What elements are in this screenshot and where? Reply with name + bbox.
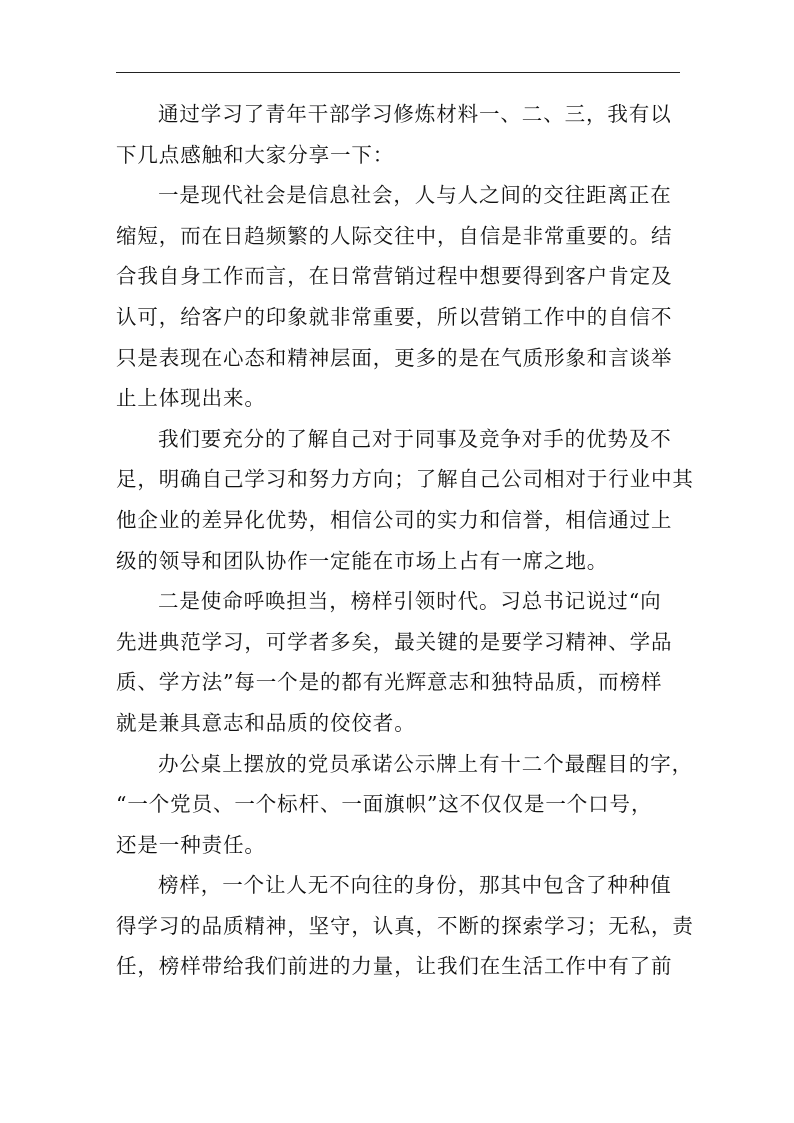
text-line: 足，明确自己学习和努力方向；了解自己公司相对于行业中其 [116, 467, 694, 492]
text-line: 他企业的差异化优势，相信公司的实力和信誉，相信通过上 [116, 507, 673, 532]
paragraph-3 [116, 419, 694, 581]
text-line: 我们要充分的了解自己对于同事及竞争对手的优势及不 [158, 426, 672, 451]
text-line: 还是一种责任。 [116, 832, 266, 857]
text-line: 止上体现出来。 [116, 386, 266, 411]
paragraph-6 [116, 865, 694, 987]
text-line: 先进典范学习，可学者多矣，最关键的是要学习精神、学品 [116, 629, 673, 654]
text-line: 只是表现在心态和精神层面，更多的是在气质形象和言谈举 [116, 345, 673, 370]
text-line: 级的领导和团队协作一定能在市场上占有一席之地。 [116, 548, 609, 573]
text-line: 认可，给客户的印象就非常重要，所以营销工作中的自信不 [116, 304, 673, 329]
header-rule [116, 72, 680, 73]
text-line: 缩短，而在日趋频繁的人际交往中，自信是非常重要的。结 [116, 223, 673, 248]
text-line: 得学习的品质精神，坚守，认真，不断的探索学习；无私，责 [116, 913, 694, 938]
text-line: 榜样，一个让人无不向往的身份，那其中包含了种种值 [158, 873, 672, 898]
paragraph-2 [116, 175, 680, 419]
text-line: 下几点感触和大家分享一下： [116, 142, 395, 167]
text-line: “一个党员、一个标杆、一面旗帜”这不仅仅是一个口号， [116, 792, 653, 817]
document-body [116, 94, 694, 987]
text-line: 合我自身工作而言，在日常营销过程中想要得到客户肯定及 [116, 264, 673, 289]
paragraph-1 [116, 94, 680, 175]
text-line: 质、学方法”每一个是的都有光辉意志和独特品质，而榜样 [116, 670, 663, 695]
paragraph-5 [116, 744, 693, 866]
text-line: 办公桌上摆放的党员承诺公示牌上有十二个最醒目的字， [158, 751, 693, 776]
text-line: 任，榜样带给我们前进的力量，让我们在生活工作中有了前 [116, 954, 673, 979]
text-line: 一是现代社会是信息社会，人与人之间的交往距离正在 [158, 183, 672, 208]
paragraph-4 [116, 581, 680, 743]
text-line: 就是兼具意志和品质的佼佼者。 [116, 710, 416, 735]
text-line: 通过学习了青年干部学习修炼材料一、二、三，我有以 [158, 102, 672, 126]
text-line: 二是使命呼唤担当，榜样引领时代。习总书记说过“向 [158, 589, 662, 614]
